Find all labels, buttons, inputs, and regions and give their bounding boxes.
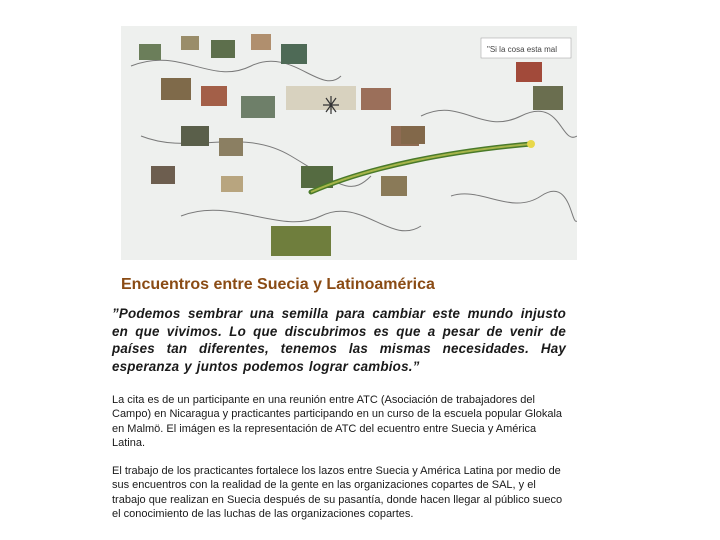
paragraph-work: El trabajo de los practicantes fortalece los lazos entre Suecia y América Latina por medio de sus encuentros con la realidad de la gente en las organizaciones copartes de SAL, y el trabajo que realizan en Suecia después de su pasantía, donde hacen llegar al público sueco el conocimiento de las luchas de las organizaciones copartes. — [112, 465, 563, 521]
quote-text: ”Podemos sembrar una semilla para cambiar este mundo injusto en que vivimos. Lo que discubrimos es que a pesar de venir de países tan diferentes, tenemos las mismas necesidades. Hay esperanza y juntos podemos lograr cambios.” — [112, 306, 566, 374]
collage-photo — [121, 26, 577, 260]
paragraph-context: La cita es de un participante en una reunión entre ATC (Asociación de trabajadores del Campo) en Nicaragua y practicantes participando en un curso de la escuela popular Glokala en Malmö. El imágen es la representación de ATC del ecuentro entre Suecia y América Latina. — [112, 394, 563, 450]
collage-photo-drawing — [121, 26, 577, 260]
note-text: "Si la cosa esta mal — [487, 45, 557, 54]
section-heading: Encuentros entre Suecia y Latinoamérica — [121, 276, 435, 293]
